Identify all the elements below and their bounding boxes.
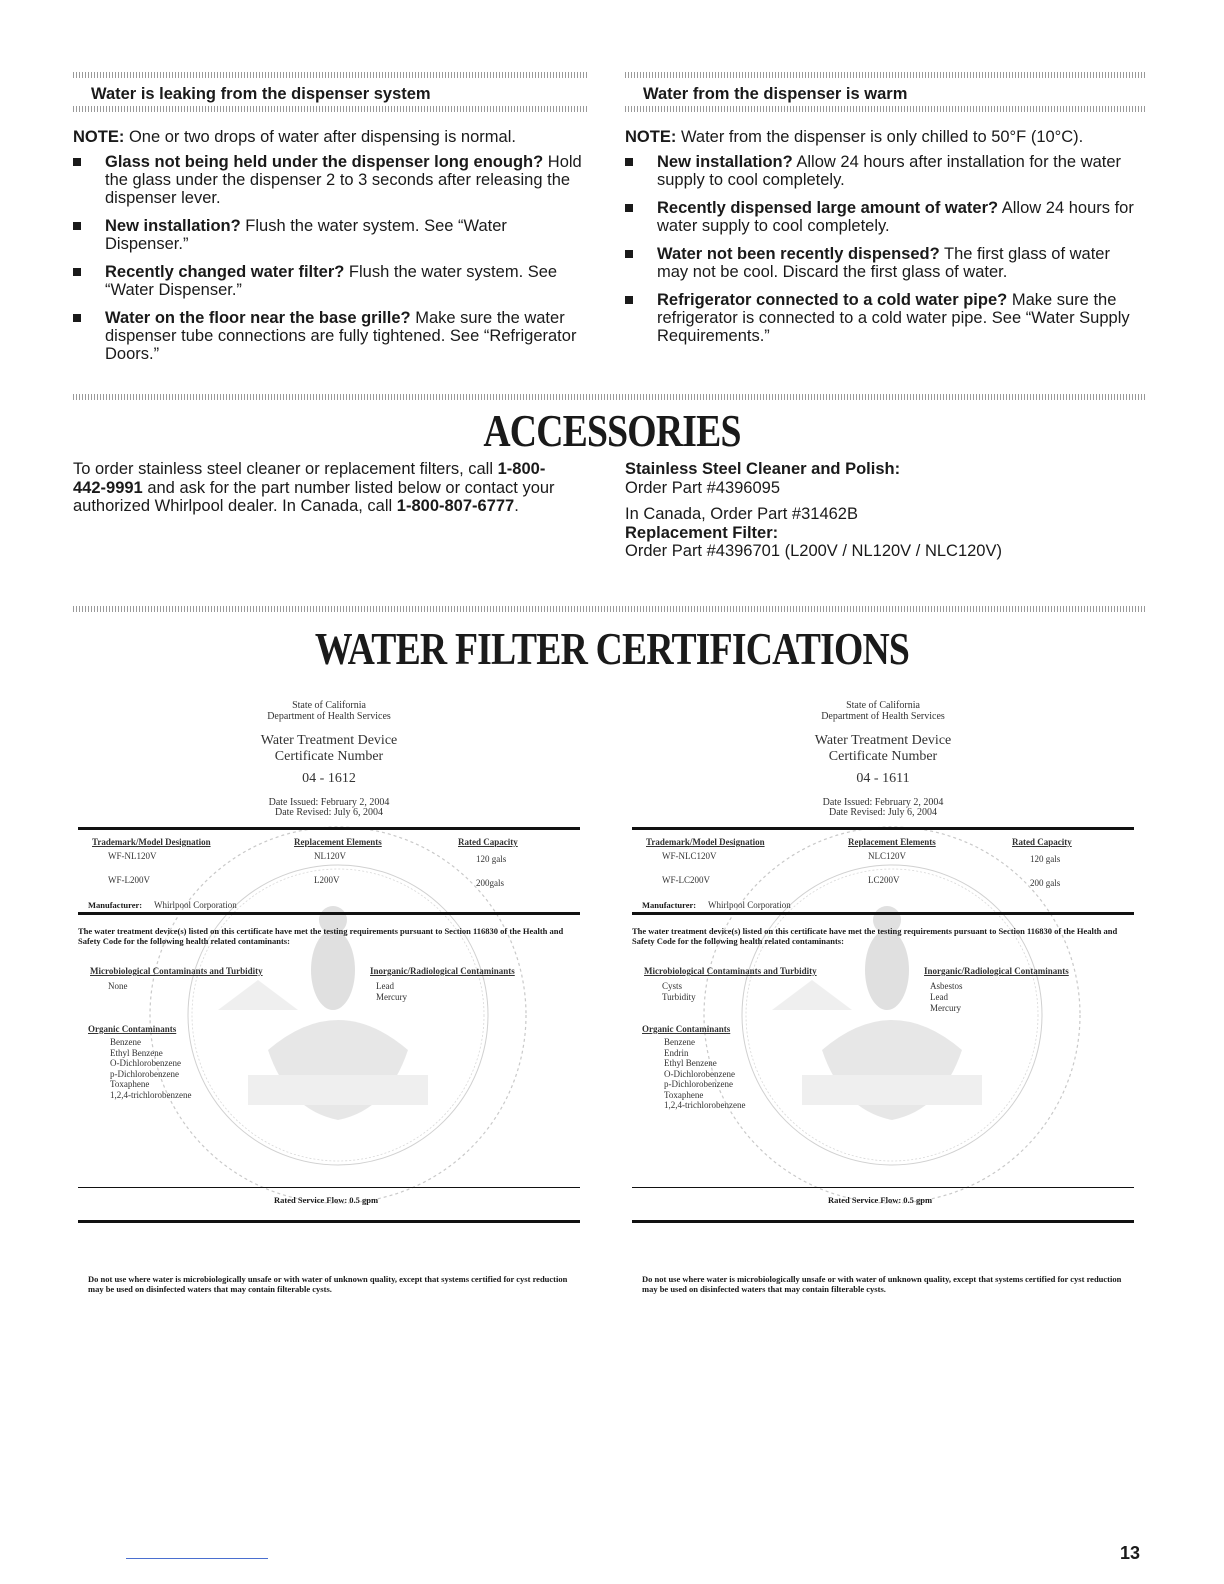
col-capacity-header: Rated Capacity bbox=[1012, 837, 1072, 847]
model-cell: WF-NLC120V bbox=[662, 851, 717, 861]
certificate-1611 bbox=[632, 700, 1134, 1300]
micro-item: Turbidity bbox=[662, 992, 696, 1002]
warm-water-heading: Water from the dispenser is warm bbox=[643, 85, 908, 103]
leaking-note: NOTE: One or two drops of water after dispensing is normal. bbox=[73, 128, 516, 146]
leaking-heading: Water is leaking from the dispenser system bbox=[91, 85, 431, 103]
divider-certifications bbox=[73, 606, 1145, 612]
cert-rule bbox=[78, 1220, 580, 1223]
manufacturer-name: Whirlpool Corporation bbox=[708, 900, 791, 910]
cert-date-revised: Date Revised: July 6, 2004 bbox=[828, 807, 938, 818]
inorganic-item: Mercury bbox=[930, 1003, 961, 1013]
cert-statement: The water treatment device(s) listed on this certificate have met the testing requirements pursuant to Section 116830 of the Health and Safety Code for the following health related contaminants: bbox=[632, 926, 1118, 946]
leaking-list bbox=[73, 153, 593, 363]
organic-item: Benzene bbox=[110, 1037, 141, 1047]
organic-item: p-Dichlorobenzene bbox=[664, 1079, 733, 1089]
col-capacity-header: Rated Capacity bbox=[458, 837, 518, 847]
micro-item: Cysts bbox=[662, 981, 683, 991]
cert-rule bbox=[78, 1187, 580, 1188]
list-item: Glass not being held under the dispenser long enough? Hold the glass under the dispenser 2 to 3 seconds after releasing the dispenser lever. bbox=[73, 153, 593, 207]
cert-statement: The water treatment device(s) listed on this certificate have met the testing requirements pursuant to Section 116830 of the Health and Safety Code for the following health related contaminants: bbox=[78, 926, 564, 946]
list-item: Water not been recently dispensed? The first glass of water may not be cool. Discard the first glass of water. bbox=[625, 245, 1145, 281]
certifications-title: WATER FILTER CERTIFICATIONS bbox=[314, 623, 910, 674]
col-replacement-header: Replacement Elements bbox=[294, 837, 382, 847]
organic-heading: Organic Contaminants bbox=[642, 1024, 731, 1034]
divider-top-left bbox=[73, 72, 589, 78]
organic-item: O-Dichlorobenzene bbox=[664, 1068, 735, 1079]
cert-number: 04 - 1611 bbox=[856, 771, 910, 786]
warm-water-list bbox=[625, 153, 1145, 345]
manufacturer-label: Manufacturer: bbox=[88, 900, 143, 910]
micro-item: None bbox=[108, 981, 128, 991]
cert-number: 04 - 1612 bbox=[302, 771, 356, 786]
cert-state: State of California bbox=[846, 700, 920, 711]
cert-number-label: Certificate Number bbox=[828, 749, 938, 764]
cleaner-part: Order Part #4396095 bbox=[625, 478, 781, 497]
cleaner-heading: Stainless Steel Cleaner and Polish: bbox=[625, 460, 901, 478]
organic-item: Toxaphene bbox=[664, 1089, 704, 1100]
divider-accessories bbox=[73, 394, 1145, 400]
capacity-cell: 120 gals bbox=[1030, 854, 1061, 864]
cert-device: Water Treatment Device bbox=[814, 733, 952, 748]
list-item: Water on the floor near the base grille? Make sure the water dispenser tube connections are fully tightened. See “Refrigerator Doors.” bbox=[73, 309, 593, 363]
footer-line bbox=[126, 1558, 268, 1559]
rated-service-flow: Rated Service Flow: 0.5 gpm bbox=[828, 1195, 933, 1205]
manufacturer-name: Whirlpool Corporation bbox=[154, 900, 237, 910]
list-item: Recently changed water filter? Flush the water system. See “Water Dispenser.” bbox=[73, 263, 593, 299]
cert-disclaimer: Do not use where water is microbiologically unsafe or with water of unknown quality, except that systems certified for cyst reduction may be used on disinfected waters that may contain filterable cysts. bbox=[642, 1274, 1122, 1294]
cert-rule bbox=[632, 1187, 1134, 1188]
inorganic-item: Lead bbox=[376, 981, 394, 991]
cert-department: Department of Health Services bbox=[267, 711, 391, 722]
replacement-cell: NLC120V bbox=[868, 851, 906, 861]
divider-top-right bbox=[625, 72, 1145, 78]
cert-date-revised: Date Revised: July 6, 2004 bbox=[274, 807, 384, 818]
model-cell: WF-L200V bbox=[108, 875, 150, 885]
phone-canada: 1-800-807-6777 bbox=[396, 497, 515, 515]
cert-rule bbox=[78, 912, 580, 915]
list-item: New installation? Allow 24 hours after installation for the water supply to cool completely. bbox=[625, 153, 1145, 189]
organic-heading: Organic Contaminants bbox=[88, 1024, 177, 1034]
cert-state: State of California bbox=[292, 700, 366, 711]
cert-date-issued: Date Issued: February 2, 2004 bbox=[268, 797, 390, 808]
cert-rule bbox=[632, 912, 1134, 915]
col-model-header: Trademark/Model Designation bbox=[92, 837, 211, 847]
model-cell: WF-LC200V bbox=[662, 875, 710, 885]
micro-heading: Microbiological Contaminants and Turbidity bbox=[644, 966, 817, 976]
inorganic-item: Asbestos bbox=[930, 981, 963, 991]
accessories-intro: To order stainless steel cleaner or replacement filters, call 1-800-442-9991 and ask for the part number listed below or contact your authorized Whirlpool dealer. In Canada, call 1-800-807-6777. bbox=[73, 460, 555, 515]
organic-item: 1,2,4-trichlorobenzene bbox=[110, 1089, 192, 1100]
cert-department: Department of Health Services bbox=[821, 711, 945, 722]
model-cell: WF-NL120V bbox=[108, 851, 157, 861]
capacity-cell: 200gals bbox=[476, 878, 504, 888]
warm-water-note: NOTE: Water from the dispenser is only chilled to 50°F (10°C). bbox=[625, 128, 1084, 146]
organic-item: 1,2,4-trichlorobenzene bbox=[664, 1100, 746, 1110]
list-item: Recently dispensed large amount of water? Allow 24 hours for water supply to cool completely. bbox=[625, 199, 1145, 235]
replacement-cell: LC200V bbox=[868, 875, 900, 885]
col-model-header: Trademark/Model Designation bbox=[646, 837, 765, 847]
cert-rule bbox=[78, 827, 580, 830]
leaking-section bbox=[73, 82, 593, 373]
rated-service-flow: Rated Service Flow: 0.5 gpm bbox=[274, 1195, 379, 1205]
inorganic-heading: Inorganic/Radiological Contaminants bbox=[924, 966, 1069, 976]
certificate-1612 bbox=[78, 700, 580, 1300]
inorganic-item: Mercury bbox=[376, 992, 407, 1002]
cleaner-part-canada: In Canada, Order Part #31462B bbox=[625, 505, 858, 523]
micro-heading: Microbiological Contaminants and Turbidity bbox=[90, 966, 263, 976]
organic-item: Endrin bbox=[664, 1047, 689, 1058]
warm-water-section bbox=[625, 82, 1145, 355]
organic-item: Benzene bbox=[664, 1037, 695, 1047]
accessories-parts bbox=[625, 460, 1145, 561]
organic-item: Ethyl Benzene bbox=[110, 1047, 163, 1058]
filter-heading: Replacement Filter: bbox=[625, 523, 779, 542]
list-item: New installation? Flush the water system. See “Water Dispenser.” bbox=[73, 217, 593, 253]
replacement-cell: NL120V bbox=[314, 851, 346, 861]
cert-date-issued: Date Issued: February 2, 2004 bbox=[822, 797, 944, 808]
organic-item: Toxaphene bbox=[110, 1079, 150, 1089]
manufacturer-label: Manufacturer: bbox=[642, 900, 697, 910]
replacement-cell: L200V bbox=[314, 875, 340, 885]
filter-part: Order Part #4396701 (L200V / NL120V / NLC120V) bbox=[625, 542, 1002, 560]
inorganic-item: Lead bbox=[930, 992, 948, 1002]
cert-number-label: Certificate Number bbox=[274, 749, 384, 764]
list-item: Refrigerator connected to a cold water pipe? Make sure the refrigerator is connected to a cold water pipe. See “Water Supply Requirements.” bbox=[625, 291, 1145, 345]
leaking-heading-underline bbox=[73, 106, 589, 112]
inorganic-heading: Inorganic/Radiological Contaminants bbox=[370, 966, 515, 976]
cert-device: Water Treatment Device bbox=[260, 733, 398, 748]
capacity-cell: 120 gals bbox=[476, 854, 507, 864]
capacity-cell: 200 gals bbox=[1030, 878, 1061, 888]
cert-rule bbox=[632, 827, 1134, 830]
col-replacement-header: Replacement Elements bbox=[848, 837, 936, 847]
accessories-title: ACCESSORIES bbox=[483, 405, 741, 456]
page-number: 13 bbox=[1120, 1543, 1141, 1563]
organic-item: O-Dichlorobenzene bbox=[110, 1058, 181, 1068]
warm-heading-underline bbox=[625, 106, 1145, 112]
organic-item: p-Dichlorobenzene bbox=[110, 1068, 179, 1079]
cert-rule bbox=[632, 1220, 1134, 1223]
organic-item: Ethyl Benzene bbox=[664, 1058, 717, 1068]
cert-disclaimer: Do not use where water is microbiologically unsafe or with water of unknown quality, except that systems certified for cyst reduction may be used on disinfected waters that may contain filterable cysts. bbox=[88, 1274, 568, 1294]
phone-us: 1-800-442-9991 bbox=[73, 460, 546, 497]
